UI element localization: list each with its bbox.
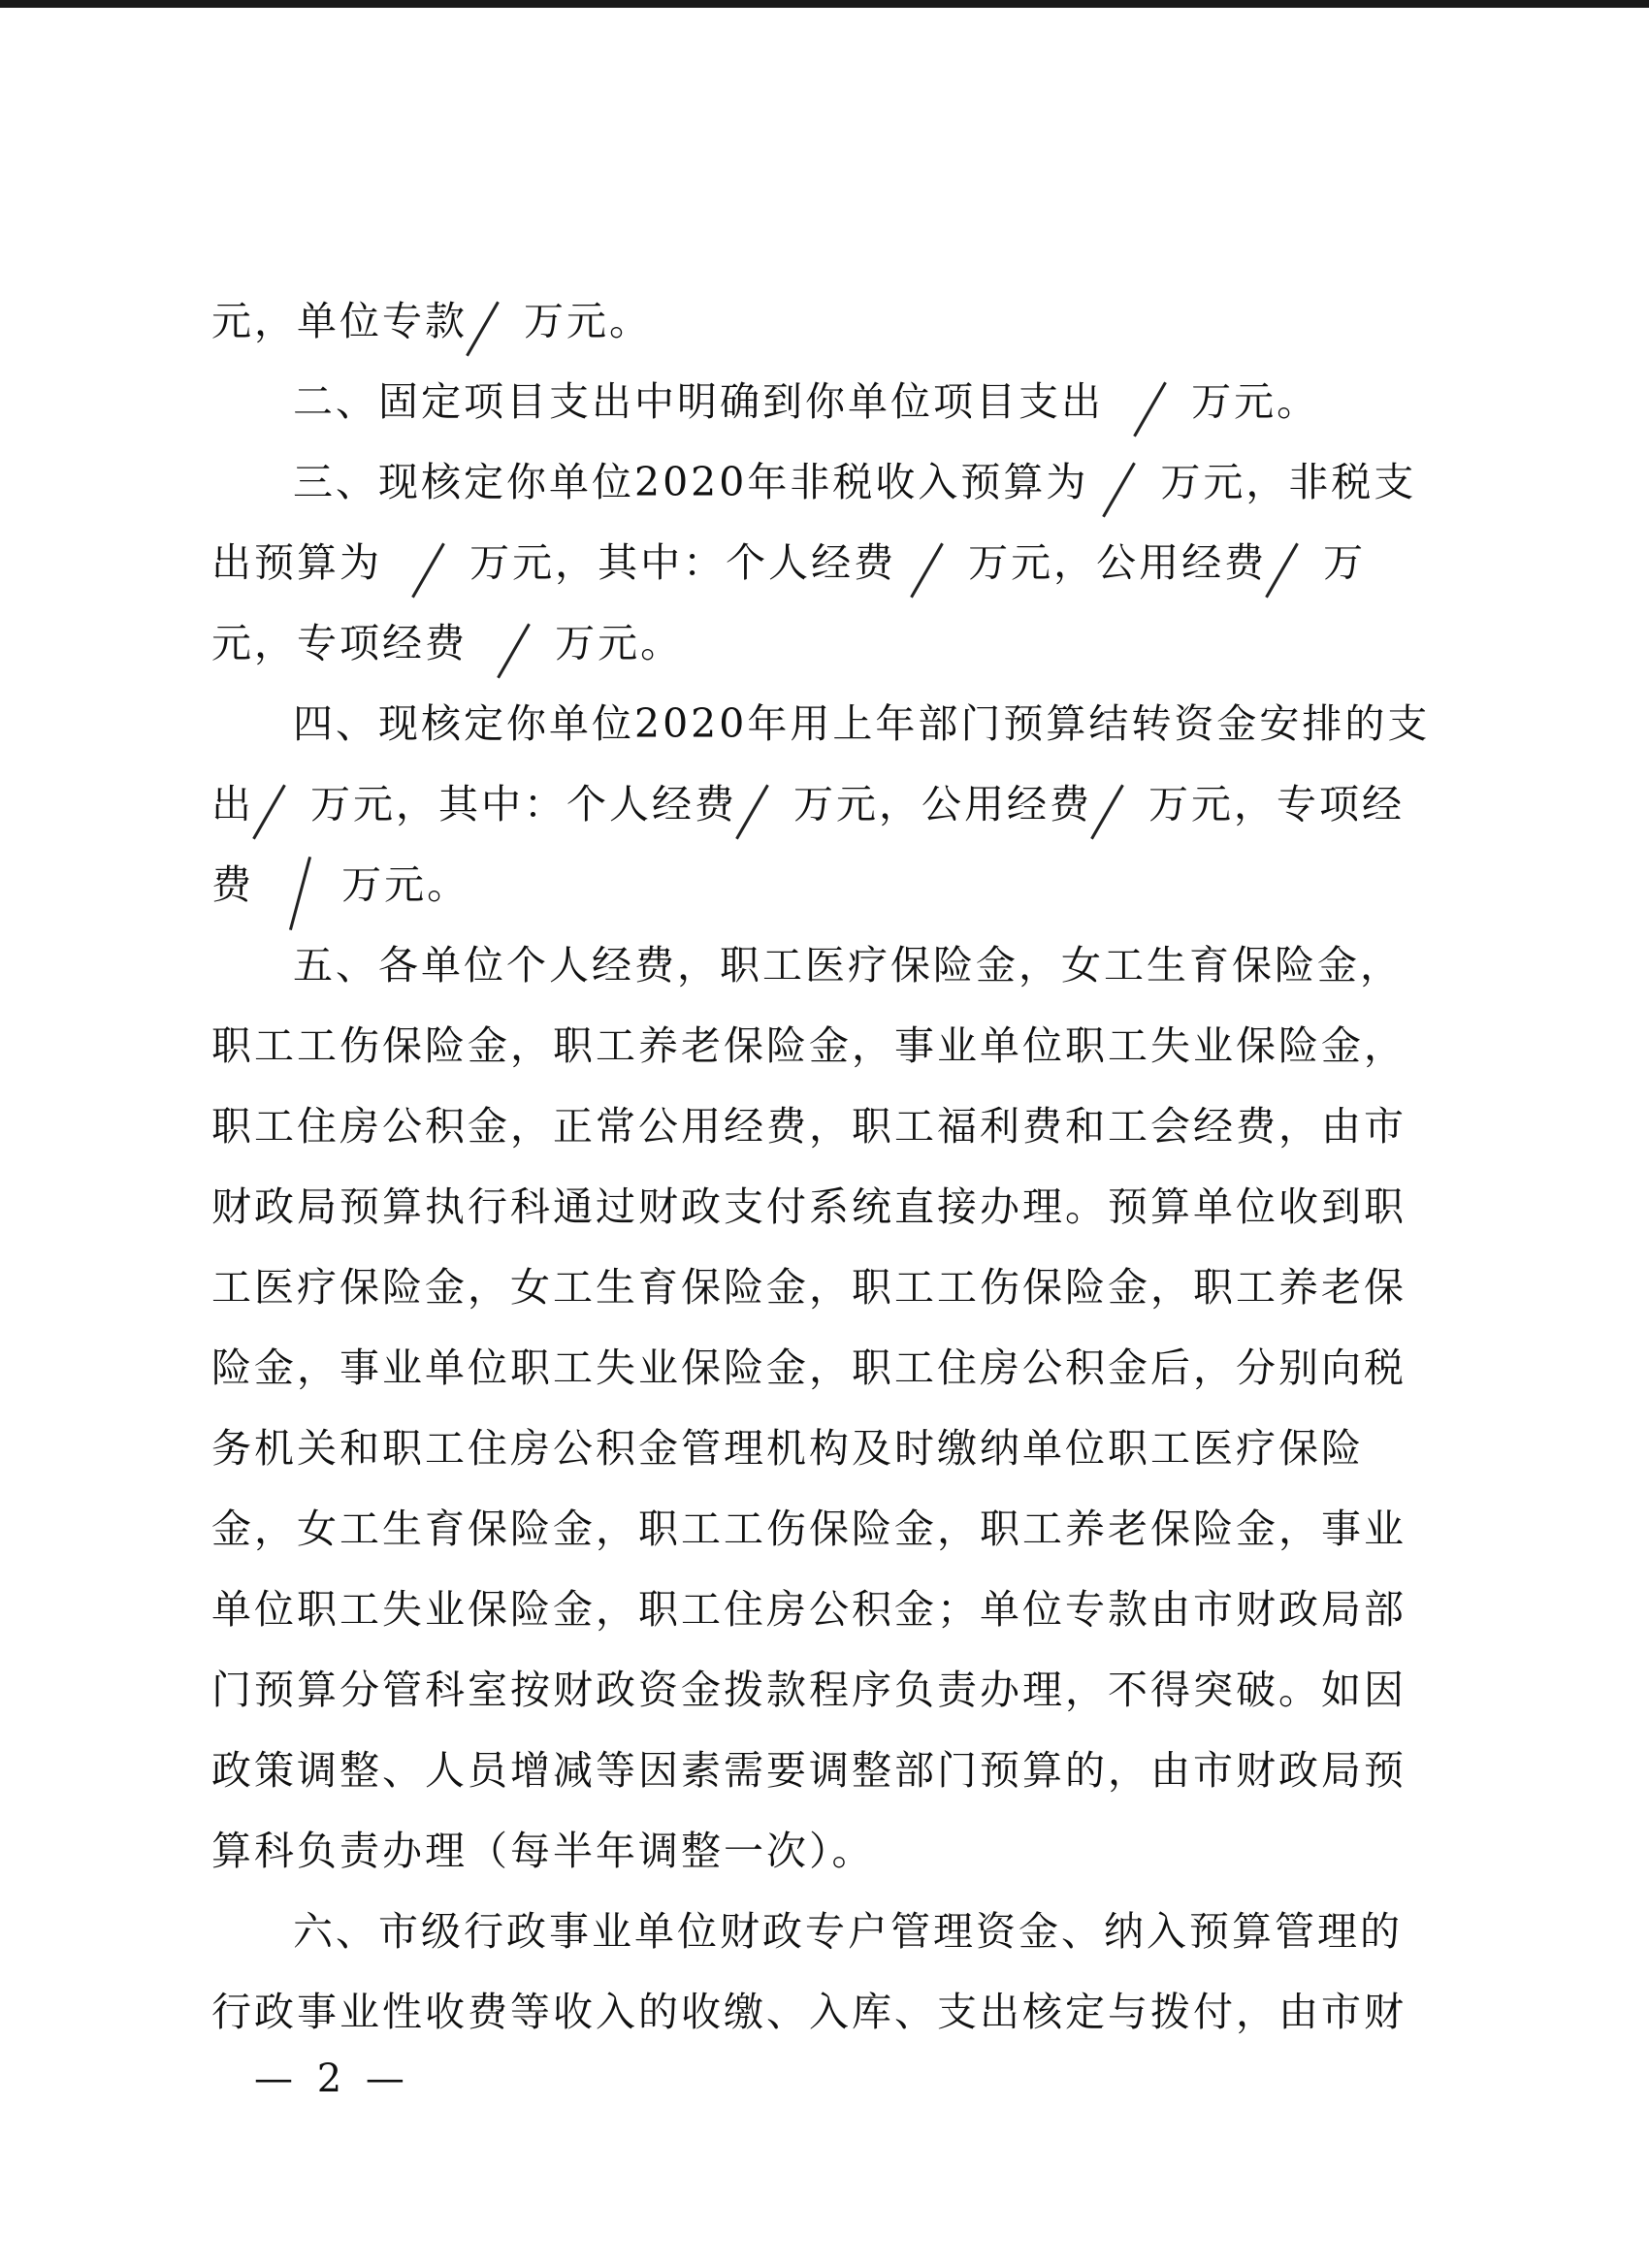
text-segment: 金，女工生育保险金，职工工伤保险金，职工养老保险金，事业 [211, 1506, 1406, 1552]
text-segment: 元，专项经费 [211, 620, 468, 666]
text-segment: 门预算分管科室按财政资金拨款程序负责办理，不得突破。如因 [211, 1667, 1406, 1713]
text-line [211, 523, 1443, 603]
text-line [211, 1811, 1443, 1892]
text-line [211, 1489, 1443, 1570]
text-segment: 万元，专项经 [1148, 781, 1405, 827]
text-line [211, 1972, 1443, 2053]
text-segment: 二、固定项目支出中明确到你单位项目支出 [293, 378, 1104, 425]
text-line [211, 684, 1443, 764]
text-segment: 算科负责办理（每半年调整一次）。 [211, 1828, 875, 1874]
text-segment: 出预算为 [211, 539, 382, 586]
scan-top-edge [0, 0, 1649, 8]
text-line [211, 1167, 1443, 1247]
text-segment: 费 [211, 861, 254, 908]
text-line [211, 1731, 1443, 1811]
text-segment: 财政局预算执行科通过财政支付系统直接办理。预算单位收到职 [211, 1183, 1406, 1230]
text-line [211, 1328, 1443, 1409]
text-line [211, 1086, 1443, 1167]
blank-slash-mark [285, 859, 341, 918]
text-segment: 万元，其中：个人经费 [310, 781, 737, 827]
blank-slash-mark [1092, 779, 1148, 837]
text-segment: 万元。 [524, 298, 652, 344]
blank-slash-mark [1135, 376, 1191, 435]
blank-slash-mark [254, 779, 310, 837]
text-line [211, 1247, 1443, 1328]
text-line [211, 1006, 1443, 1086]
text-segment: 六、市级行政事业单位财政专户管理资金、纳入预算管理的 [293, 1908, 1403, 1955]
blank-slash-mark [499, 618, 555, 676]
page-number: — 2 — [254, 2057, 410, 2101]
text-segment: 职工住房公积金，正常公用经费，职工福利费和工会经费，由市 [211, 1103, 1406, 1150]
blank-slash-mark [468, 296, 524, 354]
text-line [211, 845, 1443, 925]
text-line [211, 281, 1443, 362]
text-segment: 三、现核定你单位2020年非税收入预算为 [293, 459, 1089, 505]
text-segment: 万 [1323, 539, 1367, 586]
blank-slash-mark [1267, 537, 1323, 596]
text-line [211, 1892, 1443, 1972]
text-line [211, 1409, 1443, 1489]
text-segment: 政策调整、人员增减等因素需要调整部门预算的，由市财政局预 [211, 1747, 1406, 1794]
text-segment: 万元，其中：个人经费 [469, 539, 897, 586]
text-segment: 单位职工失业保险金，职工住房公积金；单位专款由市财政局部 [211, 1586, 1406, 1633]
text-segment: 万元。 [555, 620, 684, 666]
text-line [211, 1650, 1443, 1731]
text-segment: 万元，公用经费 [968, 539, 1268, 586]
text-segment: 行政事业性收费等收入的收缴、入库、支出核定与拨付，由市财 [211, 1989, 1406, 2035]
text-segment: 万元。 [341, 861, 470, 908]
text-line [211, 925, 1443, 1006]
text-line [211, 764, 1443, 845]
text-line [211, 603, 1443, 684]
text-segment: 务机关和职工住房公积金管理机构及时缴纳单位职工医疗保险 [211, 1425, 1364, 1472]
text-segment: 五、各单位个人经费，职工医疗保险金，女工生育保险金， [293, 942, 1403, 988]
blank-slash-mark [737, 779, 793, 837]
blank-slash-mark [413, 537, 469, 596]
text-segment: 万元。 [1191, 378, 1320, 425]
blank-slash-mark [1104, 457, 1160, 515]
text-segment: 工医疗保险金，女工生育保险金，职工工伤保险金，职工养老保 [211, 1264, 1406, 1311]
text-segment: 万元，公用经费 [793, 781, 1092, 827]
text-line [211, 362, 1443, 442]
text-segment: 万元，非税支 [1160, 459, 1417, 505]
text-segment: 出 [211, 781, 254, 827]
text-segment: 四、现核定你单位2020年用上年部门预算结转资金安排的支 [293, 700, 1431, 747]
text-line [211, 442, 1443, 523]
text-segment: 险金，事业单位职工失业保险金，职工住房公积金后，分别向税 [211, 1345, 1406, 1391]
blank-slash-mark [912, 537, 968, 596]
text-segment: 职工工伤保险金，职工养老保险金，事业单位职工失业保险金， [211, 1022, 1406, 1069]
text-line [211, 1570, 1443, 1650]
text-segment: 元，单位专款 [211, 298, 468, 344]
document-body [211, 281, 1443, 2053]
